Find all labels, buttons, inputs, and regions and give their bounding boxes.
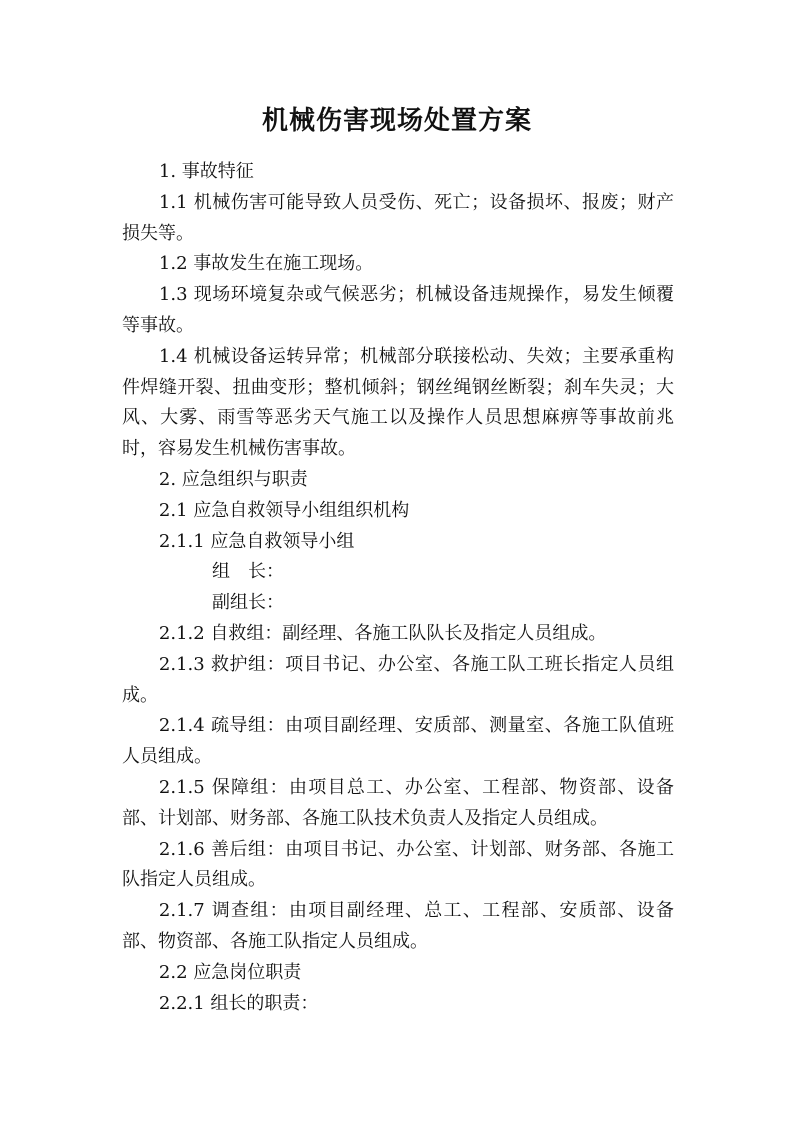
document-body	[122, 157, 674, 1019]
paragraph-2-1-2: 2.1.2 自救组：副经理、各施工队队长及指定人员组成。	[158, 622, 607, 644]
paragraph-2-1-7: 2.1.7 调查组：由项目副经理、总工、工程部、安质部、设备部、物资部、各施工队指定人员组成。	[122, 900, 674, 952]
heading-2-1: 2.1 应急自救领导小组组织机构	[158, 499, 410, 521]
paragraph-1-4: 1.4 机械设备运转异常；机械部分联接松动、失效；主要承重构件焊缝开裂、扭曲变形；整机倾斜；钢丝绳钢丝断裂；刹车失灵；大风、大雾、雨雪等恶劣天气施工以及操作人员思想麻痹等事故前兆时，容易发生机械伤害事故。	[122, 345, 674, 460]
heading-2-1-1: 2.1.1 应急自救领导小组	[158, 530, 355, 552]
team-leader-line: 组 长：	[212, 561, 284, 583]
paragraph-1-1: 1.1 机械伤害可能导致人员受伤、死亡；设备损坏、报废；财产损失等。	[122, 191, 674, 244]
heading-emergency-organization: 2. 应急组织与职责	[158, 468, 308, 490]
document-title: 机械伤害现场处置方案	[261, 106, 532, 136]
paragraph-2-1-4: 2.1.4 疏导组：由项目副经理、安质部、测量室、各施工队值班人员组成。	[122, 715, 674, 768]
paragraph-2-1-6: 2.1.6 善后组：由项目书记、办公室、计划部、财务部、各施工队指定人员组成。	[122, 838, 674, 891]
paragraph-2-1-3: 2.1.3 救护组：项目书记、办公室、各施工队工班长指定人员组成。	[122, 653, 674, 706]
paragraph-2-1-5: 2.1.5 保障组：由项目总工、办公室、工程部、物资部、设备部、计划部、财务部、各施工队技术负责人及指定人员组成。	[122, 776, 674, 829]
heading-2-2: 2.2 应急岗位职责	[158, 961, 302, 983]
paragraph-1-3: 1.3 现场环境复杂或气候恶劣；机械设备违规操作，易发生倾覆等事故。	[122, 284, 674, 336]
heading-accident-features: 1. 事故特征	[158, 161, 254, 182]
paragraph-1-2: 1.2 事故发生在施工现场。	[158, 253, 374, 275]
deputy-leader-line: 副组长：	[212, 592, 284, 614]
heading-2-2-1: 2.2.1 组长的职责：	[158, 992, 319, 1014]
